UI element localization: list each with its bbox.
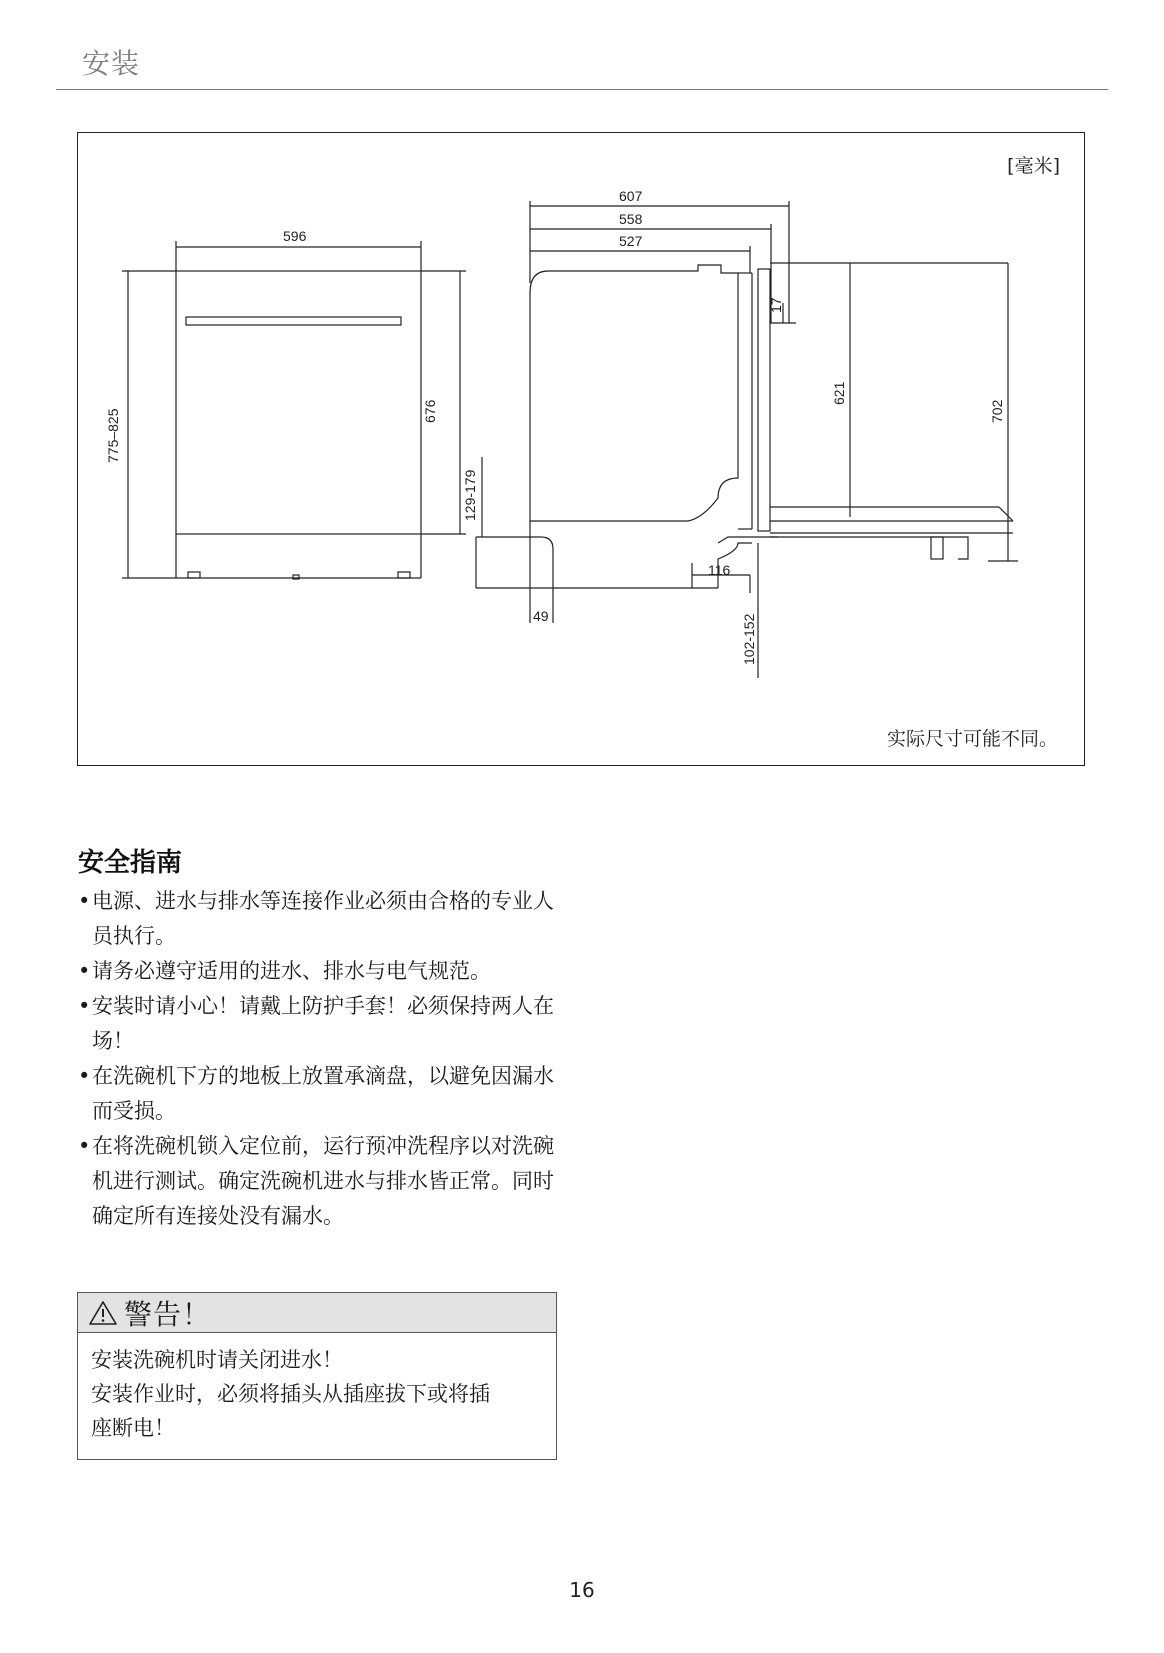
dim-door-gap: 17 <box>768 297 784 313</box>
dim-toe-kick-height: 129-179 <box>462 469 478 521</box>
warning-title: 警告！ <box>124 1297 212 1331</box>
dim-side-height: 621 <box>831 381 847 405</box>
safety-item: • 在洗碗机下方的地板上放置承滴盘，以避免因漏水而受损。 <box>78 1059 568 1129</box>
warning-line: 安装洗碗机时请关闭进水！ <box>91 1348 343 1372</box>
dim-plinth-range: 102-152 <box>741 613 757 665</box>
safety-list <box>78 884 568 1234</box>
dim-hinge-offset: 116 <box>708 562 731 578</box>
dimension-diagram <box>77 132 1085 766</box>
front-body <box>176 271 421 534</box>
front-handle <box>186 317 401 325</box>
dim-depth-body: 527 <box>619 233 643 249</box>
dim-front-width: 596 <box>283 228 307 244</box>
dim-side-open-height: 702 <box>989 399 1005 423</box>
warning-body <box>78 1333 556 1445</box>
section-title: 安装 <box>82 47 141 80</box>
safety-item: • 在将洗碗机锁入定位前，运行预冲洗程序以对洗碗机进行测试。确定洗碗机进水与排水皆正常。同时确定所有连接处没有漏水。 <box>78 1129 568 1234</box>
unit-label: [毫米] <box>1007 155 1060 177</box>
safety-title: 安全指南 <box>78 848 183 878</box>
page-number: 16 <box>569 1578 595 1602</box>
warning-triangle-icon <box>88 1300 118 1326</box>
warning-line: 安装作业时，必须将插头从插座拔下或将插 <box>91 1382 490 1406</box>
warning-box <box>77 1292 557 1460</box>
dim-depth-total: 607 <box>619 188 643 204</box>
dim-front-panel-height: 676 <box>422 399 438 423</box>
safety-item: • 电源、进水与排水等连接作业必须由合格的专业人员执行。 <box>78 884 568 954</box>
safety-item: • 请务必遵守适用的进水、排水与电气规范。 <box>78 954 568 989</box>
warning-header <box>78 1293 556 1333</box>
dim-rear-offset: 49 <box>533 608 549 624</box>
dim-depth-mid: 558 <box>619 211 643 227</box>
header-divider <box>56 89 1108 90</box>
dim-front-height-range: 775–825 <box>105 408 121 463</box>
dimension-note: 实际尺寸可能不同。 <box>886 728 1058 750</box>
safety-item: • 安装时请小心！请戴上防护手套！必须保持两人在场！ <box>78 989 568 1059</box>
dishwasher-drawing <box>78 133 1083 764</box>
warning-line: 座断电！ <box>91 1416 175 1440</box>
